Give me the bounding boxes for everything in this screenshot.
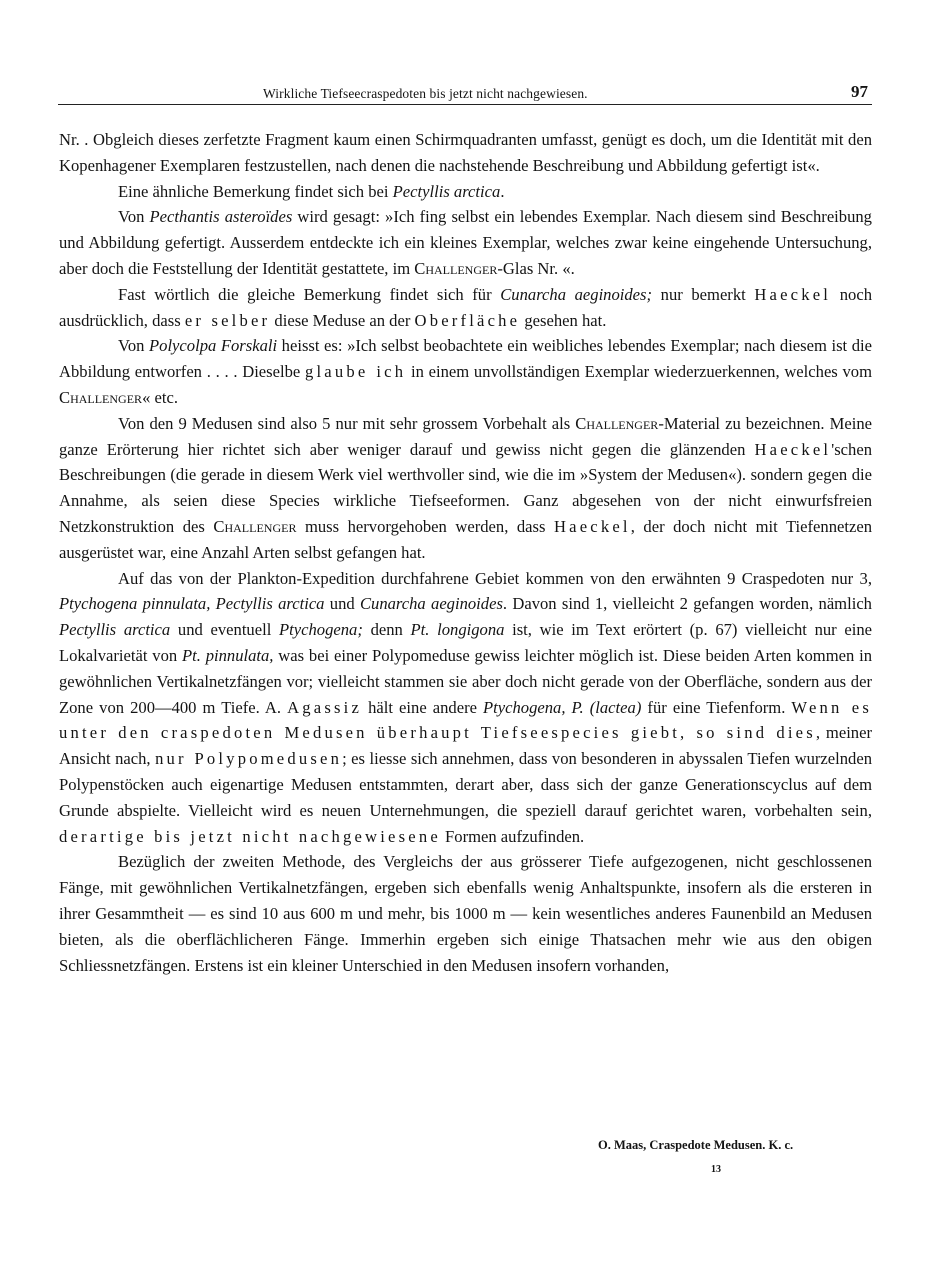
paragraph <box>59 179 872 205</box>
page-number: 97 <box>851 82 868 101</box>
small-caps-text: Challenger <box>213 516 297 536</box>
italic-species-name: Pectyllis arctica <box>392 181 501 201</box>
text-run: 'schen Beschreibungen (die gerade in diesem Werk viel werthvoller sind, wie die im »System der Medusen«). sondern gegen die Annahme, als seien diese Species wirkliche Tiefseeformen. Ganz abgesehen von der nicht einwurfsfreien Netzkonstruktion des <box>59 439 872 536</box>
text-run: denn <box>362 620 411 640</box>
spaced-emphasis-text: er selber <box>184 310 271 330</box>
text-run: , der doch nicht mit Tiefennetzen ausgerüstet war, eine Anzahl Arten selbst gefangen hat. <box>59 516 872 562</box>
italic-species-name: Cunarcha aeginoides <box>359 594 503 614</box>
paragraph <box>59 282 872 334</box>
text-run: , meiner Ansicht nach, <box>59 723 872 769</box>
paragraph <box>59 127 872 179</box>
small-caps-text: Challenger <box>414 258 498 278</box>
text-run: « etc. <box>142 387 178 407</box>
text-run: Fast wörtlich die gleiche Bemerkung findet sich für <box>118 284 501 304</box>
text-run: diese Meduse an der <box>270 310 415 330</box>
text-run: was bei einer Polypomeduse gewiss leichter möglich ist. Diese beiden Arten kommen in gewöhnlichen Vertikalnetzfängen vor; vielleicht stammen sie aber doch nicht gerade von der Oberfläche, sondern aus der Zone von 200—400 m Tiefe. A. <box>59 645 872 717</box>
text-run: Von <box>118 207 150 227</box>
text-run: heisst es: »Ich selbst beobachtete ein weibliches lebendes Exemplar; nach diesem ist die Abbildung entworfen . . . . Dieselbe <box>59 336 873 382</box>
italic-species-name: Ptychogena pinnulata, Pectyllis arctica <box>59 594 325 614</box>
paragraph <box>59 411 872 566</box>
paragraph <box>59 204 872 281</box>
text-run: ; es liesse sich annehmen, dass von besonderen in abyssalen Tiefen wurzelnden Polypenstöcken auch eigenartige Medusen entstammten, derart aber, dass sich der ganze Generationscyclus auf dem Grunde abspielte. Vielleicht wird es neuen Unternehmungen, die speziell darauf gerichtet waren, vorbehalten sein, <box>59 749 872 820</box>
text-run: . Davon sind 1, vielleicht 2 gefangen worden, nämlich <box>502 594 872 614</box>
text-run: -Material zu bezeichnen. Meine ganze Erörterung hier richtet sich aber weniger darauf und gewiss nicht gegen die glänzenden <box>59 413 872 459</box>
text-run: und <box>324 594 360 614</box>
paragraph <box>59 566 872 850</box>
body-text <box>59 127 872 978</box>
small-caps-text: Challenger <box>575 413 659 433</box>
text-run: Formen aufzufinden. <box>440 826 585 846</box>
italic-species-name: Polycolpa Forskali <box>149 336 278 356</box>
spaced-emphasis-text: Agassiz <box>287 697 363 717</box>
page-header <box>58 80 872 105</box>
spaced-emphasis-text: glaube ich <box>305 362 407 382</box>
paragraph <box>59 849 872 978</box>
text-run: hält eine andere <box>362 697 484 717</box>
text-run: Bezüglich der zweiten Methode, des Vergleichs der aus grösserer Tiefe aufgezogenen, nicht geschlossenen Fänge, mit gewöhnlichen Vertikalnetzfängen, ergeben sich ebenfalls wenig Anhaltspunkte, insofern als die ersteren in ihrer Gesammtheit — es sind 10 aus 600 m und mehr, bis 1000 m — kein wesentliches anderes Faunenbild an Medusen bieten, als die oberflächlicheren Fänge. Immerhin ergeben sich einige Thatsachen mehr wie aus den obigen Schliessnetzfängen. Erstens ist ein kleiner Unterschied in den Medusen insofern vorhanden, <box>59 852 872 975</box>
spaced-emphasis-text: Haeckel <box>754 439 832 459</box>
spaced-emphasis-text: Haeckel <box>754 284 832 304</box>
sheet-number: 13 <box>711 1164 721 1175</box>
paragraph <box>59 333 872 410</box>
text-run: ist, wie im Text erörtert (p. 67) vielleicht nur eine Lokalvarietät von <box>59 620 873 665</box>
text-run: Auf das von der Plankton-Expedition durchfahrene Gebiet kommen von den erwähnten 9 Craspedoten nur 3, <box>118 568 872 588</box>
running-head: Wirkliche Tiefseecraspedoten bis jetzt nicht nachgewiesen. <box>263 86 588 101</box>
text-run: nur bemerkt <box>652 284 755 304</box>
italic-species-name: Pt. pinnulata, <box>181 645 274 665</box>
italic-species-name: Pt. longigona <box>410 620 505 640</box>
text-run: Von den 9 Medusen sind also 5 nur mit sehr grossem Vorbehalt als <box>118 413 576 433</box>
italic-species-name: Cunarcha aeginoides; <box>500 284 653 304</box>
text-run: muss hervorgehoben werden, dass <box>296 516 554 536</box>
spaced-emphasis-text: derartige bis jetzt nicht nachgewiesene <box>59 826 441 846</box>
text-run: Nr. . Obgleich dieses zerfetzte Fragment kaum einen Schirmquadranten umfasst, genügt es doch, um die Identität mit den Kopenhagener Exemplaren festzustellen, nach denen die nachstehende Beschreibung und Abbildung gefertigt ist«. <box>59 130 872 175</box>
text-run: -Glas Nr. «. <box>497 258 575 278</box>
spaced-emphasis-text: nur Polypomedusen <box>155 749 343 769</box>
text-run: Eine ähnliche Bemerkung findet sich bei <box>118 181 393 201</box>
small-caps-text: Challenger <box>59 387 143 407</box>
spaced-emphasis-text: Wenn es unter den craspedoten Medusen überhaupt Tiefseespecies giebt, so sind dies <box>59 697 872 743</box>
text-run: . <box>500 181 505 201</box>
spaced-emphasis-text: Haeckel <box>553 516 631 536</box>
spaced-emphasis-text: Oberfläche <box>414 310 521 330</box>
text-run: Von <box>118 336 150 356</box>
italic-species-name: Ptychogena, P. (lactea) <box>483 697 642 717</box>
text-run: gesehen hat. <box>520 310 607 330</box>
italic-species-name: Pecthantis asteroïdes <box>149 207 293 227</box>
text-run: in einem unvollständigen Exemplar wiederzuerkennen, welches vom <box>406 362 872 382</box>
italic-species-name: Ptychogena; <box>279 620 363 640</box>
footer-signature: O. Maas, Craspedote Medusen. K. c. <box>598 1138 794 1152</box>
text-run: wird gesagt: »Ich fing selbst ein lebendes Exemplar. Nach diesem sind Beschreibung und Abbildung gefertigt. Ausserdem entdeckte ich ein kleines Exemplar, welches zwar keine eingehende Untersuchung, aber doch die Feststellung der Identität gestattete, im <box>59 207 872 278</box>
text-run: für eine Tiefenform. <box>641 697 792 717</box>
italic-species-name: Pectyllis arctica <box>59 620 171 640</box>
text-run: noch ausdrücklich, dass <box>59 284 872 330</box>
text-run: und eventuell <box>170 620 280 640</box>
